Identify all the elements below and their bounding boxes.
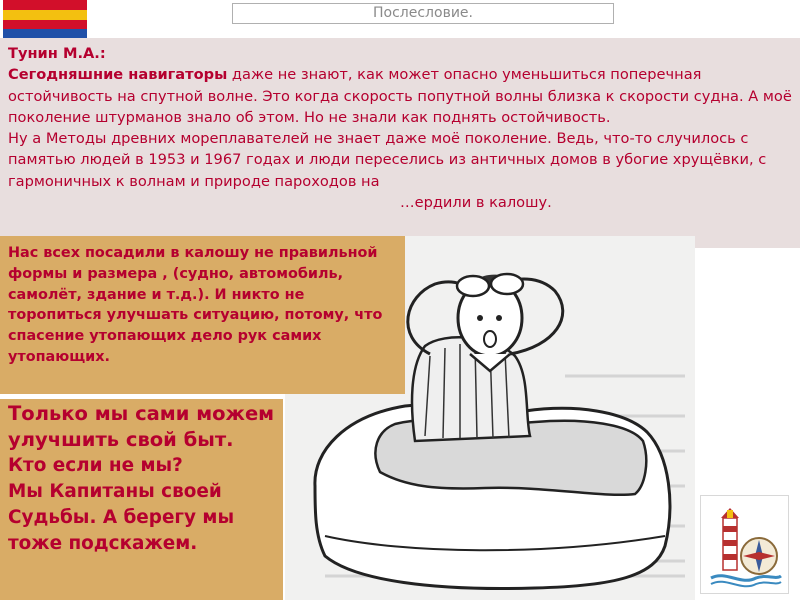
paragraph-1: даже не знают, как может опасно уменьшиться поперечная остойчивость на спутной волне. Это когда скорость попутной волны близка к скорости судна. А моё поколение штурманов знало об этом. Но не знали как поднять остойчивость. — [8, 66, 792, 126]
lighthouse-compass-logo — [700, 495, 789, 594]
author-name: Тунин М.А.: — [8, 45, 106, 62]
callout-line-3: Мы Капитаны своей Судьбы. А берегу мы тоже подскажем. — [8, 481, 235, 554]
paragraph-2-tail: …ердили в калошу. — [400, 194, 552, 212]
callout-bottom — [0, 399, 283, 600]
main-text-block — [8, 43, 798, 213]
flag-logo — [3, 0, 87, 38]
lead-phrase: Сегодняшние навигаторы — [8, 66, 228, 84]
callout-line-2: Кто если не мы? — [8, 455, 183, 476]
page-title: Послесловие. — [232, 3, 614, 24]
callout-line-1: Только мы сами можем улучшить свой быт. — [8, 402, 275, 451]
paragraph-2: Ну а Методы древних мореплавателей не знает даже моё поколение. Ведь, что-то случилось с памятью людей в 1953 и 1967 годах и люди переселись из античных домов в убогие хрущёвки, с гармоничных к волнам и природе пароходов на — [8, 130, 767, 190]
callout-top: Нас всех посадили в калошу не правильной формы и размера , (судно, автомобиль, самолёт, здание и т.д.). И никто не торопиться улучшать ситуацию, потому, что спасение утопающих дело рук самих утопающих. — [0, 236, 405, 394]
lighthouse-icon — [701, 496, 788, 593]
